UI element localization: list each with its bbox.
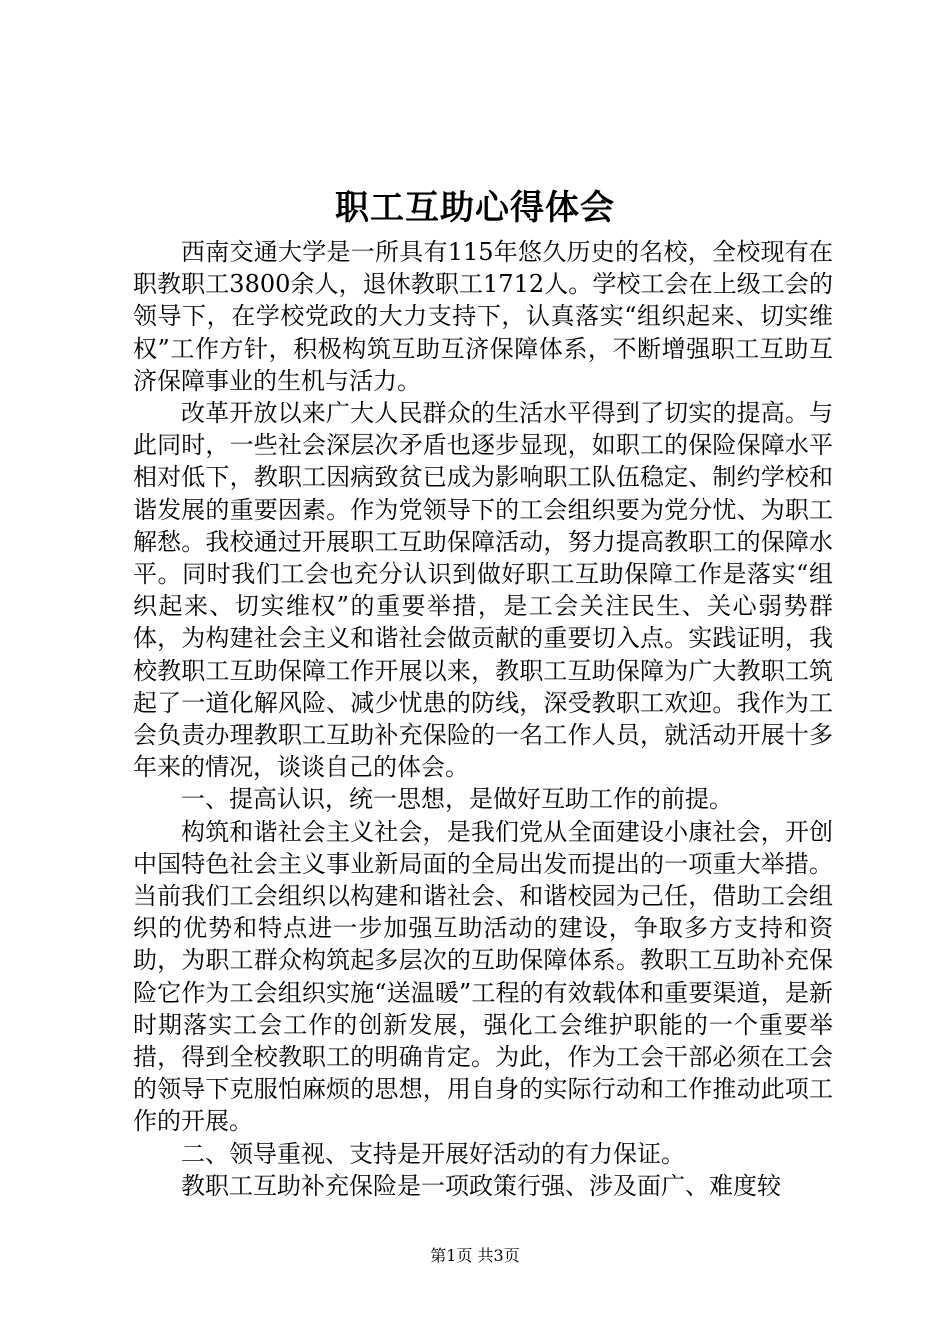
paragraph: 改革开放以来广大人民群众的生活水平得到了切实的提高。与此同时，一些社会深层次矛盾也逐步显现，如职工的保险保障水平相对低下，教职工因病致贫已成为影响职工队伍稳定、制约学校和谐发展的重要因素。作为党领导下的工会组织要为党分忧、为职工解愁。我校通过开展职工互助保障活动，努力提高教职工的保障水平。同时我们工会也充分认识到做好职工互助保障工作是落实“组织起来、切实维权”的重要举措，是工会关注民生、关心弱势群体，为构建社会主义和谐社会做贡献的重要切入点。实践证明，我校教职工互助保障工作开展以来，教职工互助保障为广大教职工筑起了一道化解风险、减少忧患的防线，深受教职工欢迎。我作为工会负责办理教职工互助补充保险的一名工作人员，就活动开展十多年来的情况，谈谈自己的体会。 <box>133 399 833 782</box>
document-title: 职工互助心得体会 <box>335 188 615 228</box>
section-heading: 一、提高认识，统一思想，是做好互助工作的前提。 <box>181 785 733 814</box>
paragraph: 西南交通大学是一所具有115年悠久历史的名校，全校现有在职教职工3800余人，退休教职工1712人。学校工会在上级工会的领导下，在学校党政的大力支持下，认真落实“组织起来、切实维权”工作方针，积极构筑互助互济保障体系，不断增强职工互助互济保障事业的生机与活力。 <box>133 238 833 395</box>
paragraph: 教职工互助补充保险是一项政策行强、涉及面广、难度较 <box>181 1171 781 1200</box>
section-heading: 二、领导重视、支持是开展好活动的有力保证。 <box>181 1139 685 1168</box>
page-number-footer: 第1页 共3页 <box>430 1246 520 1265</box>
document-body <box>133 236 833 1202</box>
paragraph: 构筑和谐社会主义社会，是我们党从全面建设小康社会，开创中国特色社会主义事业新局面的全局出发而提出的一项重大举措。当前我们工会组织以构建和谐社会、和谐校园为己任，借助工会组织的优势和特点进一步加强互助活动的建设，争取多方支持和资助，为职工群众构筑起多层次的互助保障体系。教职工互助补充保险它作为工会组织实施“送温暖”工程的有效载体和重要渠道，是新时期落实工会工作的创新发展，强化工会维护职能的一个重要举措，得到全校教职工的明确肯定。为此，作为工会干部必须在工会的领导下克服怕麻烦的思想，用自身的实际行动和工作推动此项工作的开展。 <box>133 817 833 1136</box>
